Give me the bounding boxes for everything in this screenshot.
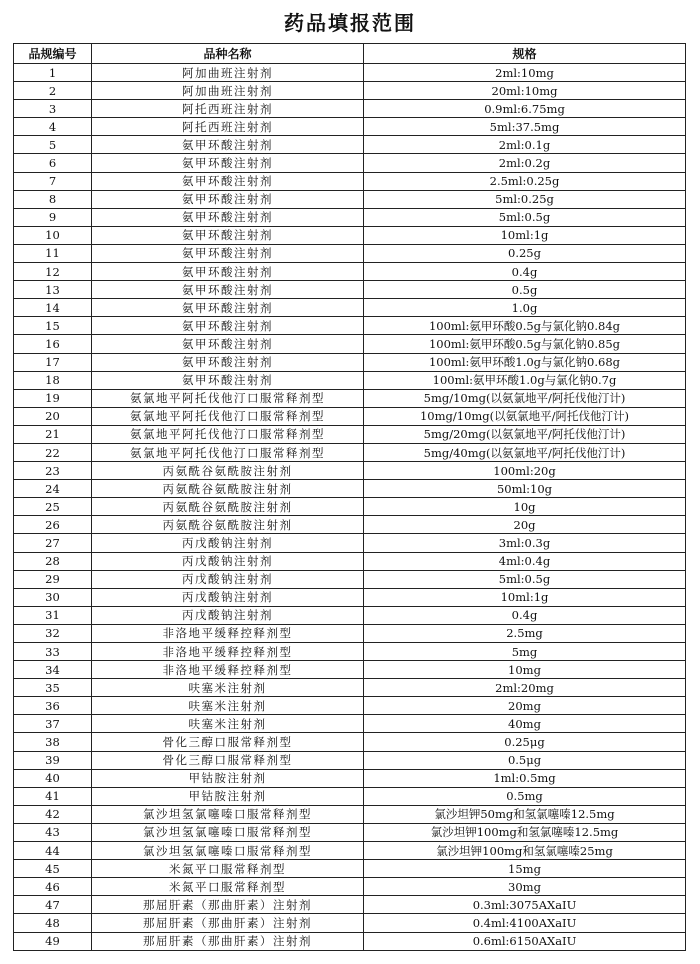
table-row: [14, 64, 686, 82]
cell-specification: 2ml:10mg: [364, 64, 686, 82]
table-row: [14, 480, 686, 498]
table-row: [14, 299, 686, 317]
cell-specification: 0.5g: [364, 281, 686, 299]
cell-drug-name: 米氮平口服常释剂型: [92, 860, 364, 878]
cell-drug-name: 非洛地平缓释控释剂型: [92, 624, 364, 642]
cell-spec-number: 36: [14, 697, 92, 715]
table-row: [14, 769, 686, 787]
cell-drug-name: 那屈肝素（那曲肝素）注射剂: [92, 932, 364, 950]
cell-specification: 0.4ml:4100AXaIU: [364, 914, 686, 932]
cell-spec-number: 26: [14, 516, 92, 534]
cell-specification: 氯沙坦钾100mg和氢氯噻嗪12.5mg: [364, 823, 686, 841]
cell-spec-number: 49: [14, 932, 92, 950]
cell-drug-name: 阿托西班注射剂: [92, 118, 364, 136]
cell-drug-name: 氨氯地平阿托伐他汀口服常释剂型: [92, 425, 364, 443]
table-row: [14, 172, 686, 190]
table-row: [14, 643, 686, 661]
cell-drug-name: 氨甲环酸注射剂: [92, 244, 364, 262]
cell-drug-name: 氨甲环酸注射剂: [92, 371, 364, 389]
cell-drug-name: 丙氨酰谷氨酰胺注射剂: [92, 498, 364, 516]
table-row: [14, 878, 686, 896]
cell-spec-number: 10: [14, 226, 92, 244]
table-row: [14, 317, 686, 335]
cell-drug-name: 丙戊酸钠注射剂: [92, 606, 364, 624]
table-row: [14, 244, 686, 262]
cell-spec-number: 15: [14, 317, 92, 335]
cell-specification: 5mg/10mg(以氨氯地平/阿托伐他汀计): [364, 389, 686, 407]
cell-drug-name: 骨化三醇口服常释剂型: [92, 751, 364, 769]
cell-spec-number: 25: [14, 498, 92, 516]
cell-drug-name: 氨甲环酸注射剂: [92, 190, 364, 208]
cell-spec-number: 19: [14, 389, 92, 407]
cell-specification: 30mg: [364, 878, 686, 896]
table-row: [14, 751, 686, 769]
cell-spec-number: 37: [14, 715, 92, 733]
cell-spec-number: 12: [14, 263, 92, 281]
table-row: [14, 371, 686, 389]
cell-spec-number: 29: [14, 570, 92, 588]
cell-specification: 3ml:0.3g: [364, 534, 686, 552]
cell-spec-number: 21: [14, 425, 92, 443]
cell-spec-number: 28: [14, 552, 92, 570]
cell-specification: 100ml:20g: [364, 462, 686, 480]
cell-spec-number: 47: [14, 896, 92, 914]
cell-specification: 0.3ml:3075AXaIU: [364, 896, 686, 914]
cell-drug-name: 氨甲环酸注射剂: [92, 136, 364, 154]
table-row: [14, 896, 686, 914]
cell-specification: 5ml:0.5g: [364, 208, 686, 226]
table-row: [14, 733, 686, 751]
cell-drug-name: 丙戊酸钠注射剂: [92, 588, 364, 606]
table-row: [14, 860, 686, 878]
cell-specification: 10g: [364, 498, 686, 516]
cell-specification: 0.5mg: [364, 787, 686, 805]
cell-drug-name: 那屈肝素（那曲肝素）注射剂: [92, 914, 364, 932]
cell-drug-name: 米氮平口服常释剂型: [92, 878, 364, 896]
cell-specification: 10mg: [364, 661, 686, 679]
table-row: [14, 118, 686, 136]
cell-specification: 40mg: [364, 715, 686, 733]
cell-spec-number: 20: [14, 407, 92, 425]
cell-drug-name: 氨甲环酸注射剂: [92, 263, 364, 281]
cell-drug-name: 那屈肝素（那曲肝素）注射剂: [92, 896, 364, 914]
cell-specification: 2ml:20mg: [364, 679, 686, 697]
cell-drug-name: 丙戊酸钠注射剂: [92, 570, 364, 588]
table-row: [14, 715, 686, 733]
cell-spec-number: 14: [14, 299, 92, 317]
cell-spec-number: 4: [14, 118, 92, 136]
cell-spec-number: 31: [14, 606, 92, 624]
cell-spec-number: 11: [14, 244, 92, 262]
cell-specification: 5mg/20mg(以氨氯地平/阿托伐他汀计): [364, 425, 686, 443]
cell-specification: 5ml:0.5g: [364, 570, 686, 588]
cell-spec-number: 41: [14, 787, 92, 805]
cell-specification: 0.6ml:6150AXaIU: [364, 932, 686, 950]
cell-specification: 5ml:37.5mg: [364, 118, 686, 136]
cell-spec-number: 35: [14, 679, 92, 697]
cell-drug-name: 丙氨酰谷氨酰胺注射剂: [92, 516, 364, 534]
drug-scope-table: [13, 43, 686, 951]
table-row: [14, 443, 686, 461]
cell-drug-name: 呋塞米注射剂: [92, 715, 364, 733]
cell-drug-name: 骨化三醇口服常释剂型: [92, 733, 364, 751]
table-row: [14, 516, 686, 534]
cell-spec-number: 17: [14, 353, 92, 371]
cell-specification: 0.4g: [364, 606, 686, 624]
cell-spec-number: 46: [14, 878, 92, 896]
cell-drug-name: 氨氯地平阿托伐他汀口服常释剂型: [92, 389, 364, 407]
cell-drug-name: 氨甲环酸注射剂: [92, 172, 364, 190]
cell-specification: 5ml:0.25g: [364, 190, 686, 208]
table-row: [14, 679, 686, 697]
cell-specification: 100ml:氨甲环酸1.0g与氯化钠0.68g: [364, 353, 686, 371]
table-row: [14, 606, 686, 624]
cell-specification: 1ml:0.5mg: [364, 769, 686, 787]
cell-specification: 2.5ml:0.25g: [364, 172, 686, 190]
table-row: [14, 208, 686, 226]
cell-spec-number: 39: [14, 751, 92, 769]
cell-drug-name: 氨甲环酸注射剂: [92, 299, 364, 317]
cell-drug-name: 丙戊酸钠注射剂: [92, 552, 364, 570]
header-drug-name: 品种名称: [92, 44, 364, 64]
header-specification: 规格: [364, 44, 686, 64]
cell-spec-number: 1: [14, 64, 92, 82]
table-row: [14, 805, 686, 823]
cell-drug-name: 阿托西班注射剂: [92, 100, 364, 118]
cell-spec-number: 2: [14, 82, 92, 100]
cell-specification: 2ml:0.1g: [364, 136, 686, 154]
cell-specification: 2.5mg: [364, 624, 686, 642]
cell-spec-number: 3: [14, 100, 92, 118]
cell-specification: 20ml:10mg: [364, 82, 686, 100]
cell-spec-number: 18: [14, 371, 92, 389]
table-row: [14, 534, 686, 552]
table-row: [14, 624, 686, 642]
cell-drug-name: 丙氨酰谷氨酰胺注射剂: [92, 480, 364, 498]
table-row: [14, 82, 686, 100]
cell-drug-name: 丙戊酸钠注射剂: [92, 534, 364, 552]
cell-drug-name: 氨氯地平阿托伐他汀口服常释剂型: [92, 407, 364, 425]
table-row: [14, 100, 686, 118]
cell-specification: 氯沙坦钾100mg和氢氯噻嗪25mg: [364, 842, 686, 860]
cell-drug-name: 甲钴胺注射剂: [92, 769, 364, 787]
table-row: [14, 425, 686, 443]
cell-specification: 2ml:0.2g: [364, 154, 686, 172]
cell-spec-number: 33: [14, 643, 92, 661]
cell-spec-number: 44: [14, 842, 92, 860]
page-title: 药品填报范围: [284, 11, 416, 35]
table-row: [14, 353, 686, 371]
table-row: [14, 462, 686, 480]
cell-drug-name: 阿加曲班注射剂: [92, 64, 364, 82]
cell-spec-number: 7: [14, 172, 92, 190]
cell-spec-number: 30: [14, 588, 92, 606]
table-row: [14, 281, 686, 299]
header-spec-number: 品规编号: [14, 44, 92, 64]
cell-specification: 10ml:1g: [364, 588, 686, 606]
cell-drug-name: 氨甲环酸注射剂: [92, 226, 364, 244]
cell-drug-name: 氨甲环酸注射剂: [92, 208, 364, 226]
cell-specification: 10ml:1g: [364, 226, 686, 244]
table-row: [14, 335, 686, 353]
cell-specification: 5mg/40mg(以氨氯地平/阿托伐他汀计): [364, 443, 686, 461]
cell-drug-name: 呋塞米注射剂: [92, 697, 364, 715]
cell-spec-number: 9: [14, 208, 92, 226]
table-row: [14, 661, 686, 679]
cell-specification: 20g: [364, 516, 686, 534]
cell-spec-number: 40: [14, 769, 92, 787]
cell-specification: 1.0g: [364, 299, 686, 317]
table-row: [14, 787, 686, 805]
table-row: [14, 588, 686, 606]
table-row: [14, 842, 686, 860]
cell-drug-name: 氨甲环酸注射剂: [92, 281, 364, 299]
cell-spec-number: 24: [14, 480, 92, 498]
cell-drug-name: 氨甲环酸注射剂: [92, 335, 364, 353]
table-row: [14, 190, 686, 208]
table-row: [14, 136, 686, 154]
cell-spec-number: 16: [14, 335, 92, 353]
table-body: [14, 64, 686, 951]
cell-specification: 100ml:氨甲环酸1.0g与氯化钠0.7g: [364, 371, 686, 389]
cell-spec-number: 13: [14, 281, 92, 299]
cell-spec-number: 43: [14, 823, 92, 841]
cell-drug-name: 氨甲环酸注射剂: [92, 154, 364, 172]
cell-specification: 5mg: [364, 643, 686, 661]
cell-drug-name: 氨甲环酸注射剂: [92, 317, 364, 335]
cell-spec-number: 45: [14, 860, 92, 878]
cell-spec-number: 42: [14, 805, 92, 823]
table-row: [14, 407, 686, 425]
cell-spec-number: 22: [14, 443, 92, 461]
cell-specification: 0.5μg: [364, 751, 686, 769]
cell-spec-number: 23: [14, 462, 92, 480]
cell-spec-number: 34: [14, 661, 92, 679]
cell-drug-name: 氨甲环酸注射剂: [92, 353, 364, 371]
cell-spec-number: 48: [14, 914, 92, 932]
cell-specification: 10mg/10mg(以氨氯地平/阿托伐他汀计): [364, 407, 686, 425]
table-row: [14, 823, 686, 841]
cell-drug-name: 氯沙坦氢氯噻嗪口服常释剂型: [92, 805, 364, 823]
cell-drug-name: 非洛地平缓释控释剂型: [92, 643, 364, 661]
cell-specification: 0.4g: [364, 263, 686, 281]
cell-spec-number: 8: [14, 190, 92, 208]
cell-spec-number: 32: [14, 624, 92, 642]
cell-spec-number: 6: [14, 154, 92, 172]
cell-specification: 0.25μg: [364, 733, 686, 751]
table-header-row: [14, 44, 686, 64]
cell-specification: 0.25g: [364, 244, 686, 262]
cell-specification: 100ml:氨甲环酸0.5g与氯化钠0.84g: [364, 317, 686, 335]
table-row: [14, 389, 686, 407]
table-row: [14, 570, 686, 588]
cell-specification: 50ml:10g: [364, 480, 686, 498]
table-row: [14, 263, 686, 281]
cell-spec-number: 5: [14, 136, 92, 154]
cell-drug-name: 氯沙坦氢氯噻嗪口服常释剂型: [92, 842, 364, 860]
cell-drug-name: 非洛地平缓释控释剂型: [92, 661, 364, 679]
table-row: [14, 932, 686, 950]
cell-specification: 氯沙坦钾50mg和氢氯噻嗪12.5mg: [364, 805, 686, 823]
cell-spec-number: 27: [14, 534, 92, 552]
cell-drug-name: 丙氨酰谷氨酰胺注射剂: [92, 462, 364, 480]
cell-specification: 20mg: [364, 697, 686, 715]
table-row: [14, 914, 686, 932]
cell-specification: 15mg: [364, 860, 686, 878]
cell-specification: 4ml:0.4g: [364, 552, 686, 570]
cell-drug-name: 甲钴胺注射剂: [92, 787, 364, 805]
table-row: [14, 552, 686, 570]
table-row: [14, 154, 686, 172]
table-row: [14, 226, 686, 244]
cell-spec-number: 38: [14, 733, 92, 751]
cell-drug-name: 呋塞米注射剂: [92, 679, 364, 697]
cell-drug-name: 氯沙坦氢氯噻嗪口服常释剂型: [92, 823, 364, 841]
cell-drug-name: 阿加曲班注射剂: [92, 82, 364, 100]
table-row: [14, 498, 686, 516]
table-row: [14, 697, 686, 715]
cell-specification: 0.9ml:6.75mg: [364, 100, 686, 118]
cell-specification: 100ml:氨甲环酸0.5g与氯化钠0.85g: [364, 335, 686, 353]
cell-drug-name: 氨氯地平阿托伐他汀口服常释剂型: [92, 443, 364, 461]
